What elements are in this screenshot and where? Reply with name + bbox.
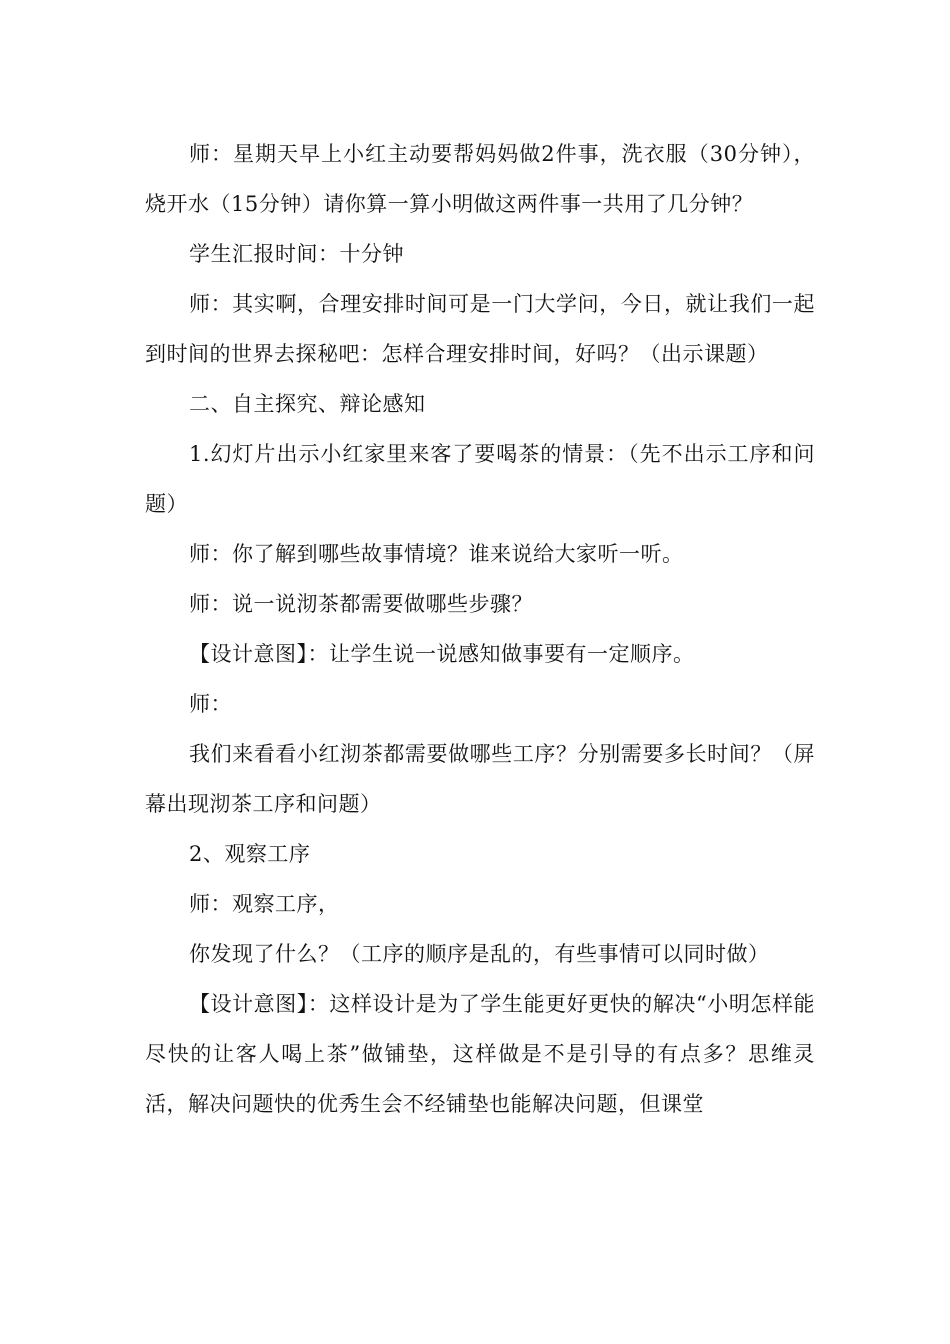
paragraph-observe-heading: 2、观察工序 [189, 842, 311, 866]
paragraph-teacher-observe: 师：观察工序， [189, 892, 340, 916]
paragraph-design-intent-1: 【设计意图】：让学生说一说感知做事要有一定顺序。 [189, 642, 695, 666]
paragraph-discovery: 你发现了什么？（工序的顺序是乱的，有些事情可以同时做） [189, 942, 770, 966]
paragraph-slide-scene: 1.幻灯片出示小红家里来客了要喝茶的情景：（先不出示工序和问题） [145, 442, 815, 516]
paragraph-design-intent-2: 【设计意图】：这样设计是为了学生能更好更快的解决“小明怎样能尽快的让客人喝上茶”做铺垫，这样做是不是引导的有点多？思维灵活，解决问题快的优秀生会不经铺垫也能解决问题，但课堂 [145, 992, 815, 1116]
paragraph-teacher-story: 师：你了解到哪些故事情境？谁来说给大家听一听。 [189, 542, 684, 566]
paragraph-teacher-intro: 师：其实啊，合理安排时间可是一门大学问，今日，就让我们一起到时间的世界去探秘吧：怎样合理安排时间，好吗？（出示课题） [145, 292, 815, 366]
paragraph-teacher-label: 师： [189, 692, 232, 716]
paragraph-teacher-question: 师：星期天早上小红主动要帮妈妈做2件事，洗衣服（30分钟），烧开水（15分钟）请你算一算小明做这两件事一共用了几分钟？ [145, 142, 815, 216]
document-body [145, 129, 815, 1129]
section-heading: 二、自主探究、辩论感知 [189, 392, 426, 416]
paragraph-student-report: 学生汇报时间：十分钟 [189, 242, 404, 266]
paragraph-tea-procedures: 我们来看看小红沏茶都需要做哪些工序？分别需要多长时间？（屏幕出现沏茶工序和问题） [145, 742, 815, 816]
paragraph-teacher-steps: 师：说一说沏茶都需要做哪些步骤？ [189, 592, 533, 616]
